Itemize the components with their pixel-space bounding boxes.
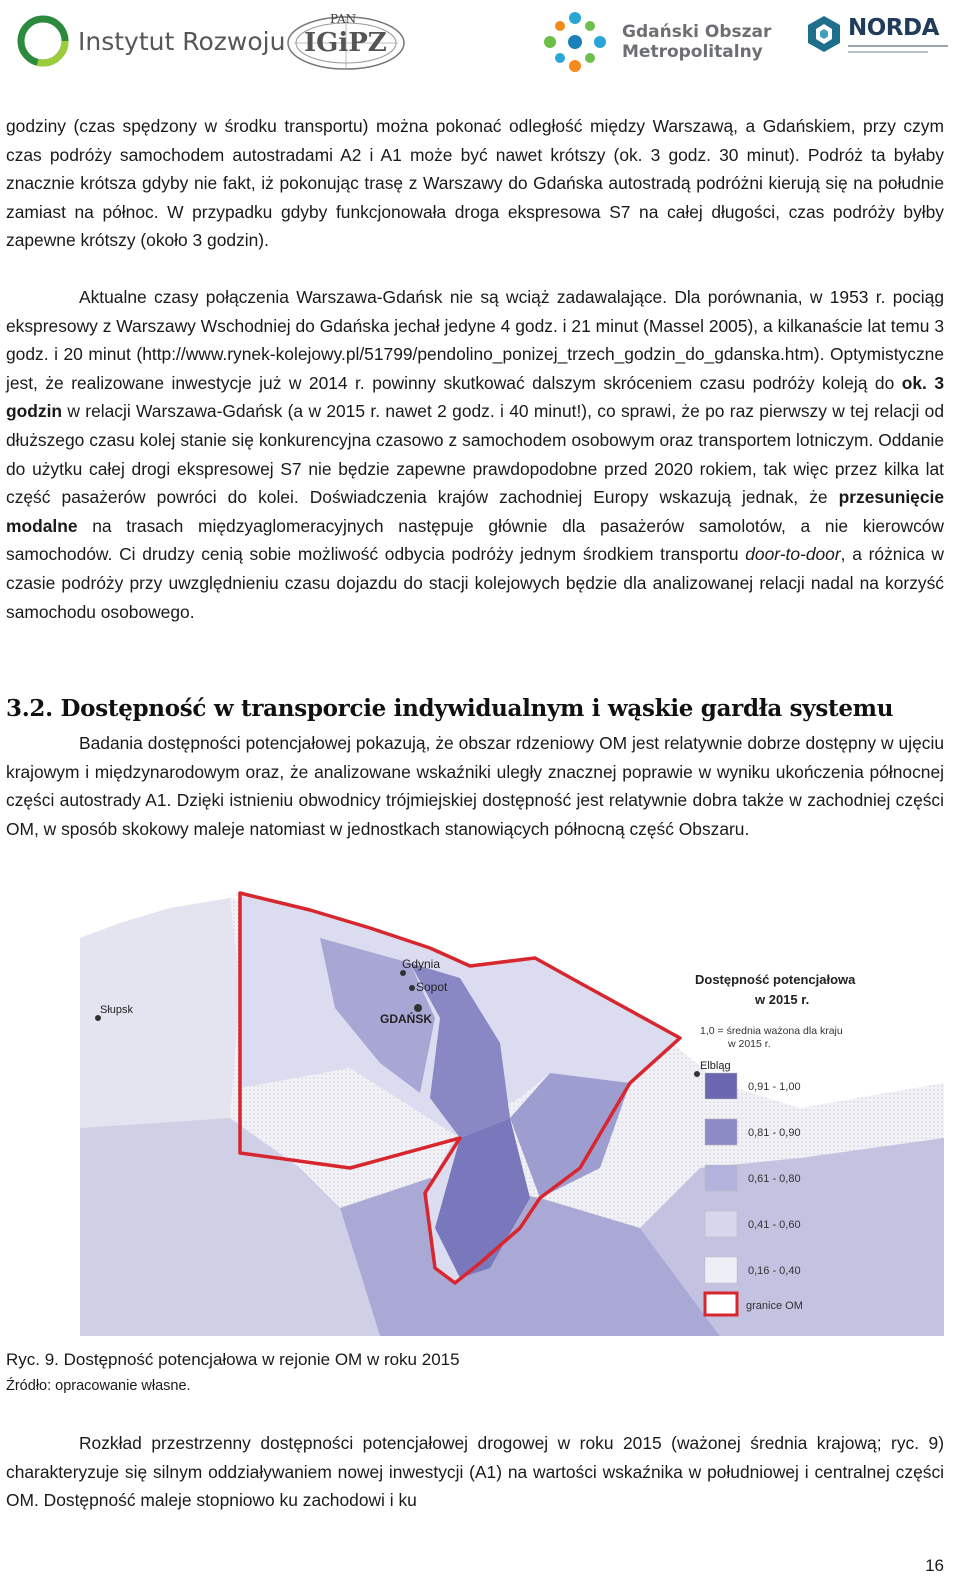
sopot-dot [409, 985, 415, 991]
norda-subline-2 [848, 51, 928, 53]
gom-text-line1: Gdański Obszar [622, 22, 772, 42]
paragraph-2-text [6, 283, 944, 626]
figure-caption: Ryc. 9. Dostępność potencjałowa w rejonie OM w roku 2015 [6, 1350, 460, 1369]
legend-note-2: w 2015 r. [728, 1038, 771, 1050]
norda-hexagon-icon [806, 14, 842, 54]
paragraph-4 [6, 1429, 944, 1515]
paragraph-3-text: Badania dostępności potencjałowej pokazują, że obszar rdzeniowy OM jest relatywnie dobrze dostępny w ujęciu krajowym i międzynarodowym oraz, że analizowane wskaźniki uległy znacznej poprawie w wyniku ukończenia północnej części autostrady A1. Dzięki istnieniu obwodnicy trójmiejskiej dostępność jest relatywnie dobra także w zachodniej części OM, w sposób skokowy maleje natomiast w jednostkach stanowiących północną część Obszaru. [6, 733, 944, 839]
gdansk-label: GDAŃSK [380, 1012, 433, 1026]
logo-gdanski-obszar [542, 10, 771, 74]
legend-border-label: granice OM [746, 1300, 803, 1312]
legend-swatch [705, 1165, 737, 1191]
elblag-label: Elbląg [700, 1060, 731, 1072]
legend-swatch [705, 1119, 737, 1145]
page-number: 16 [925, 1556, 944, 1575]
paragraph-4-text: Rozkład przestrzenny dostępności potencjałowej drogowej w roku 2015 (ważonej średnia krajową; ryc. 9) charakteryzuje się silnym oddziaływaniem nowej inwestycji (A1) na wartości wskaźnika w południowej i centralnej części OM. Dostępność maleje stopniowo ku zachodowi i ku [6, 1433, 944, 1511]
paragraph-2-part-c: na trasach międzyaglomeracyjnych następuje głównie dla pasażerów samolotów, a nie kierowców samochodów. Ci drudzy cenią sobie możliwość odbycia podróży jednym środkiem transportu [6, 515, 944, 565]
legend-swatch [705, 1073, 737, 1099]
gom-text-line2: Metropolitalny [622, 42, 763, 62]
norda-text: NORDA [848, 15, 939, 41]
logo-pan-igipz [284, 10, 408, 72]
legend-swatch-label: 0,81 - 0,90 [748, 1127, 801, 1139]
paragraph-2 [6, 283, 944, 626]
legend-title-2: w 2015 r. [755, 992, 810, 1007]
instytut-rozwoju-text: Instytut Rozwoju [78, 26, 286, 56]
map-svg [80, 868, 944, 1336]
legend-border-swatch [705, 1293, 737, 1315]
paragraph-1 [6, 112, 944, 255]
paragraph-2-part-a: Aktualne czasy połączenia Warszawa-Gdańsk nie są wciąż zadawalające. Dla porównania, w 1953 r. pociąg ekspresowy z Warszawy Wschodniej do Gdańska jechał jedyne 4 godz. i 21 minut (Massel 2005), a kilkanaście lat temu 3 godz. i 20 minut (http://www.rynek-kolejowy.pl/51799/pendolino_ponizej_trzech_godzin_do_gdanska.htm). Optymistyczne jest, że realizowane inwestycje już w 2014 r. powinny skutkować dalszym skróceniem czasu podróży koleją do [6, 287, 944, 393]
logo-instytut-rozwoju [14, 12, 285, 70]
paragraph-1-text: godziny (czas spędzony w środku transportu) można pokonać odległość między Warszawą, a Gdańskiem, przy czym czas podróży samochodem autostradami A2 i A1 może być nawet krótszy (ok. 3 godz. 30 minut). Podróż ta byłaby znacznie krótsza gdyby nie fakt, iż pokonując trasę z Warszawy do Gdańska autostradą podróżni kierują się na południe zamiast na północ. W przypadku gdyby funkcjonowała droga ekspresowa S7 na całej długości, czas podróży byłby zapewne krótszy (około 3 godzin). [6, 116, 944, 251]
slupsk-label: Słupsk [100, 1004, 134, 1016]
pan-text: PAN [330, 12, 357, 26]
paragraph-2-bold-1: ok. 3 godzin [6, 372, 945, 422]
paragraph-2-part-b: w relacji Warszawa-Gdańsk (a w 2015 r. nawet 2 godz. i 40 minut!), co sprawi, że po raz pierwszy w tej relacji od dłuższego czasu kolej stanie się konkurencyjna czasowo z samochodem osobowym oraz transportem lotniczym. Oddanie do użytku całej drogi ekspresowej S7 nie będzie zapewne prawdopodobne przed 2020 rokiem, tak więc przez kilka lat część pasażerów powróci do kolei. Doświadczenia krajów zachodniej Europy wskazują jednak, że [6, 401, 944, 508]
accessibility-map [80, 868, 944, 1336]
legend-swatch-label: 0,16 - 0,40 [748, 1265, 801, 1277]
igipz-text: IGiPZ [304, 28, 387, 58]
header-logos [0, 0, 960, 82]
legend-swatch-label: 0,91 - 1,00 [748, 1081, 801, 1093]
logo-norda [806, 14, 948, 54]
legend-title-1: Dostępność potencjałowa [695, 972, 856, 987]
gdynia-label: Gdynia [402, 957, 441, 971]
figure-source: Źródło: opracowanie własne. [6, 1378, 191, 1394]
gdansk-dot [414, 1004, 422, 1012]
instytut-rozwoju-ring-icon [14, 12, 76, 70]
paragraph-3 [6, 729, 944, 843]
paragraph-2-bold-2: przesunięcie modalne [6, 487, 944, 536]
paragraph-2-part-d: , a różnica w czasie podróży przy uwzględnieniu czasu dojazdu do stacji kolejowych będzie dla analizowanej relacji nadal na korzyść samochodu osobowego. [6, 544, 944, 622]
paragraph-2-italic: door-to-door [745, 544, 841, 565]
gom-cross-icon [542, 10, 608, 74]
norda-subline [848, 45, 948, 47]
section-heading: 3.2. Dostępność w transporcie indywidualnym i wąskie gardła systemu [6, 695, 894, 722]
legend-swatch [705, 1211, 737, 1237]
legend-swatch [705, 1257, 737, 1283]
sopot-label: Sopot [416, 980, 448, 994]
legend-note-1: 1,0 = średnia ważona dla kraju [700, 1025, 843, 1037]
legend-swatch-label: 0,61 - 0,80 [748, 1173, 801, 1185]
legend-swatch-label: 0,41 - 0,60 [748, 1219, 801, 1231]
